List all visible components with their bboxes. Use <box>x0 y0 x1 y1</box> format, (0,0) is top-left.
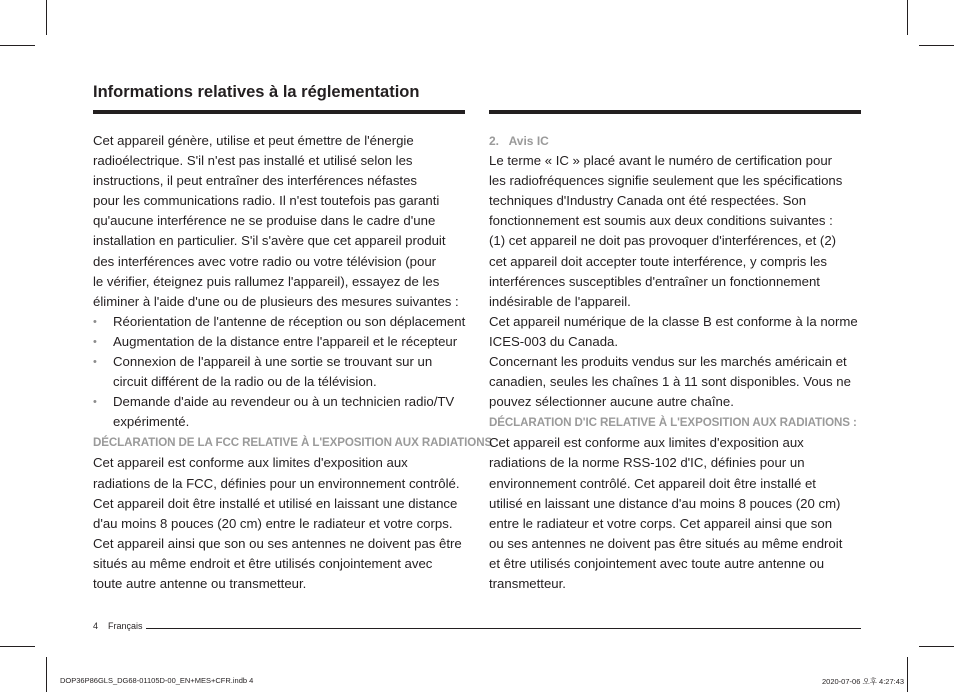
crop-mark-bottom-right-h <box>919 646 954 647</box>
ic-line: cet appareil doit accepter toute interférence, y compris les <box>489 253 827 269</box>
fcc-line: Cet appareil est conforme aux limites d'exposition aux <box>93 455 408 471</box>
fcc-line: Cet appareil ainsi que son ou ses antennes ne doivent pas être <box>93 535 462 551</box>
list-item-text: Augmentation de la distance entre l'appareil et le récepteur <box>113 333 458 349</box>
ic-line: Le terme « IC » placé avant le numéro de certification pour <box>489 153 833 169</box>
print-slug-filename: DOP36P86GLS_DG68-01105D-00_EN+MES+CFR.indb 4 <box>60 676 254 685</box>
section-number: 2. <box>489 134 500 148</box>
intro-paragraph <box>93 131 468 312</box>
bullet-icon: • <box>93 315 97 328</box>
ic-line: Concernant les produits vendus sur les marchés américain et <box>489 354 847 370</box>
ic-exposure-line: transmetteur. <box>489 575 566 591</box>
crop-mark-bottom-left <box>46 657 47 692</box>
ic-exposure-line: entre le radiateur et votre corps. Cet appareil ainsi que son <box>489 515 833 531</box>
page-footer <box>93 621 143 631</box>
title-rule-left <box>93 110 465 114</box>
list-item-text: Connexion de l'appareil à une sortie se trouvant sur un <box>113 354 433 370</box>
ic-exposure-line: Cet appareil est conforme aux limites d'exposition aux <box>489 435 804 451</box>
crop-mark-top-left <box>46 0 47 35</box>
intro-line: Cet appareil génère, utilise et peut émettre de l'énergie <box>93 133 414 148</box>
fcc-line: situés au même endroit et être utilisés conjointement avec <box>93 555 433 571</box>
list-item-text: Demande d'aide au revendeur ou à un technicien radio/TV <box>113 394 455 410</box>
right-column <box>489 131 861 594</box>
intro-line: instructions, il peut entraîner des interférences néfastes <box>93 173 418 189</box>
ic-line: fonctionnement est soumis aux deux conditions suivantes : <box>489 213 833 229</box>
intro-line: pour les communications radio. Il n'est toutefois pas garanti <box>93 193 440 209</box>
page-number: 4 <box>93 621 99 631</box>
ic-exposure-line: ou ses antennes ne doivent pas être situés au même endroit <box>489 535 843 551</box>
bullet-icon: • <box>93 335 97 348</box>
list-item-text: Réorientation de l'antenne de réception ou son déplacement <box>113 313 466 329</box>
ic-exposure-line: et être utilisés conjointement avec toute autre antenne ou <box>489 555 825 571</box>
bullet-icon: • <box>93 396 97 409</box>
intro-line: des interférences avec votre radio ou votre télévision (pour <box>93 253 437 269</box>
left-column <box>93 131 499 594</box>
fcc-line: d'au moins 8 pouces (20 cm) entre le radiateur et votre corps. <box>93 515 453 531</box>
ic-line: interférences susceptibles d'entraîner un fonctionnement <box>489 273 820 289</box>
ic-line: ICES-003 du Canada. <box>489 333 619 349</box>
intro-line: radioélectrique. S'il n'est pas installé et utilisé selon les <box>93 153 413 169</box>
print-slug-timestamp: 2020-07-06 오후 4:27:43 <box>822 677 905 686</box>
crop-mark-top-right-h <box>919 45 954 46</box>
page-title: Informations relatives à la réglementation <box>93 83 420 101</box>
ic-exposure-line: environnement contrôlé. Cet appareil doit être installé et <box>489 475 816 491</box>
ic-exposure-line: radiations de la norme RSS-102 d'IC, définies pour un <box>489 455 805 471</box>
ic-line: les radiofréquences signifie seulement que les spécifications <box>489 173 843 189</box>
crop-mark-bottom-left-h <box>0 646 35 647</box>
fcc-line: toute autre antenne ou transmetteur. <box>93 575 307 591</box>
section-heading <box>489 131 861 151</box>
title-rule-right <box>489 110 861 114</box>
ic-line: pouvez sélectionner aucune autre chaîne. <box>489 394 734 410</box>
footer-language: Français <box>108 621 143 631</box>
bullet-icon: • <box>93 356 97 369</box>
intro-line: qu'aucune interférence ne se produise dans le cadre d'une <box>93 213 436 229</box>
fcc-line: radiations de la FCC, définies pour un environnement contrôlé. <box>93 475 460 491</box>
measures-list <box>93 312 468 433</box>
ic-line: Cet appareil numérique de la classe B est conforme à la norme <box>489 313 858 329</box>
ic-line: techniques d'Industry Canada ont été respectées. Son <box>489 193 807 209</box>
list-item <box>93 312 468 332</box>
ic-line: canadien, seules les chaînes 1 à 11 sont disponibles. Vous ne <box>489 374 851 390</box>
ic-exposure-line: utilisé en laissant une distance d'au moins 8 pouces (20 cm) <box>489 495 841 511</box>
ic-line: indésirable de l'appareil. <box>489 293 631 309</box>
list-item <box>93 332 468 352</box>
intro-line: le vérifier, éteignez puis rallumez l'appareil), essayez de les <box>93 273 440 289</box>
crop-mark-top-left-h <box>0 45 35 46</box>
list-item <box>93 352 468 392</box>
list-item <box>93 392 468 432</box>
intro-line: éliminer à l'aide d'une ou de plusieurs des mesures suivantes : <box>93 293 459 309</box>
fcc-heading: DÉCLARATION DE LA FCC RELATIVE À L'EXPOSITION AUX RADIATIONS : <box>93 436 499 450</box>
ic-exposure-paragraph <box>489 433 861 594</box>
section-title: Avis IC <box>508 134 549 148</box>
crop-mark-bottom-right <box>907 657 908 692</box>
list-item-text: circuit différent de la radio ou de la télévision. <box>113 374 377 390</box>
fcc-paragraph <box>93 453 468 594</box>
fcc-line: Cet appareil doit être installé et utilisé en laissant une distance <box>93 495 458 511</box>
crop-mark-top-right <box>907 0 908 35</box>
ic-paragraph <box>489 151 861 412</box>
ic-line: (1) cet appareil ne doit pas provoquer d'interférences, et (2) <box>489 233 837 249</box>
list-item-text: expérimenté. <box>113 414 190 430</box>
ic-exposure-heading: DÉCLARATION D'IC RELATIVE À L'EXPOSITION AUX RADIATIONS : <box>489 416 857 430</box>
footer-rule <box>146 628 861 629</box>
intro-line: installation en particulier. S'il s'avère que cet appareil produit <box>93 233 446 249</box>
